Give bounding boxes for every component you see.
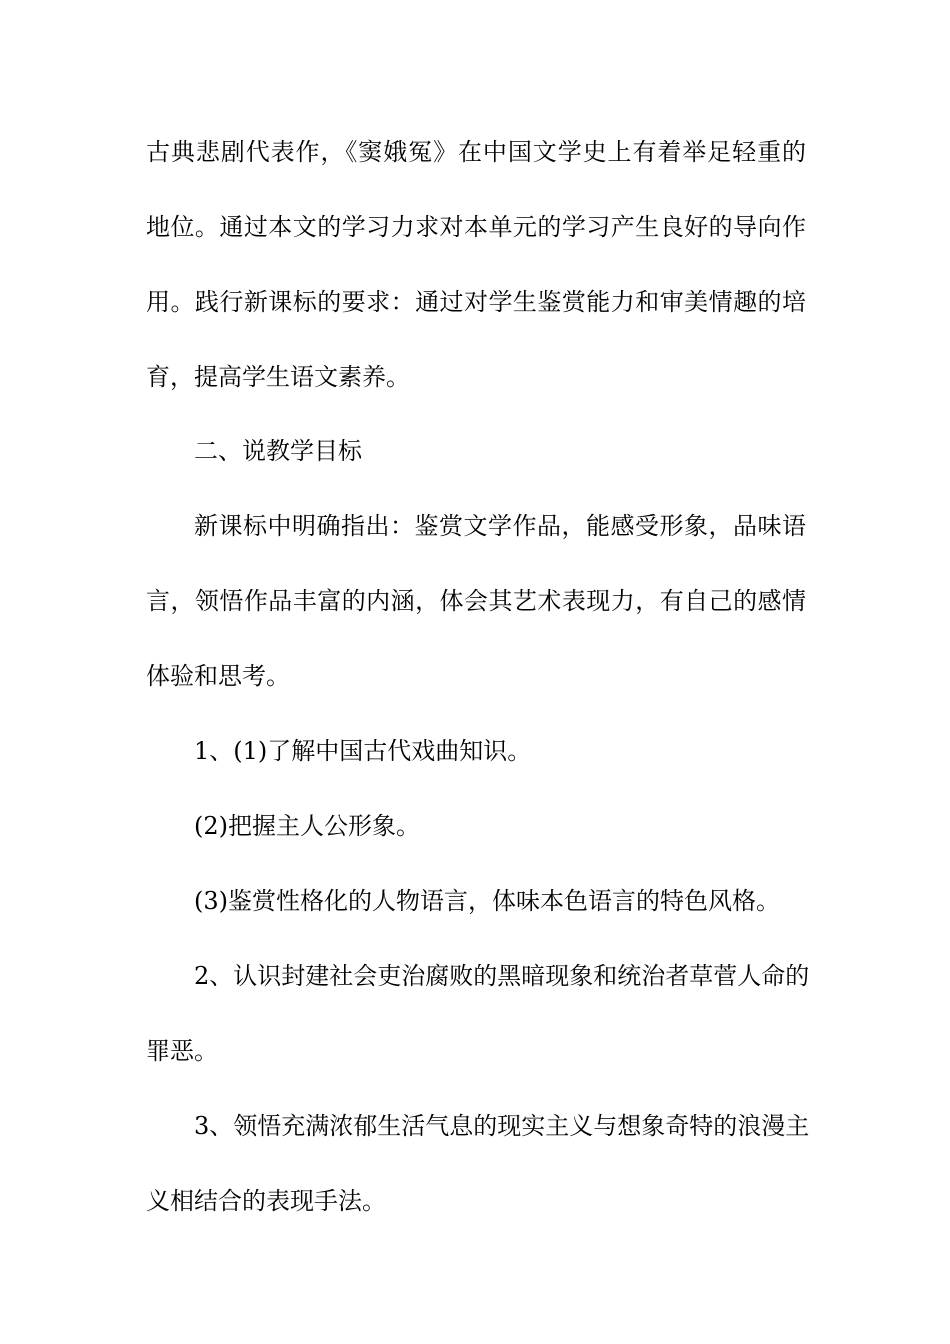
list-item: 3、领悟充满浓郁生活气息的现实主义与想象奇特的浪漫主 — [194, 1112, 810, 1140]
paragraph-line: 言，领悟作品丰富的内涵，体会其艺术表现力，有自己的感情 — [146, 587, 806, 615]
paragraph-line: 育，提高学生语文素养。 — [146, 363, 410, 391]
paragraph-line: 新课标中明确指出：鉴赏文学作品，能感受形象，品味语 — [194, 512, 806, 540]
paragraph-line: 古典悲剧代表作，《窦娥冤》在中国文学史上有着举足轻重的 — [146, 138, 806, 166]
list-item: 1、(1)了解中国古代戏曲知识。 — [194, 737, 532, 765]
paragraph-line: 用。践行新课标的要求：通过对学生鉴赏能力和审美情趣的培 — [146, 288, 806, 316]
list-item: (2)把握主人公形象。 — [194, 812, 420, 840]
list-item: (3)鉴赏性格化的人物语言，体味本色语言的特色风格。 — [194, 887, 780, 915]
paragraph-line: 地位。通过本文的学习力求对本单元的学习产生良好的导向作 — [146, 213, 806, 241]
list-item-continuation: 罪恶。 — [146, 1037, 218, 1065]
list-item: 2、认识封建社会吏治腐败的黑暗现象和统治者草菅人命的 — [194, 962, 810, 990]
list-item-continuation: 义相结合的表现手法。 — [146, 1187, 386, 1215]
section-heading: 二、说教学目标 — [194, 437, 362, 465]
paragraph-line: 体验和思考。 — [146, 662, 290, 690]
